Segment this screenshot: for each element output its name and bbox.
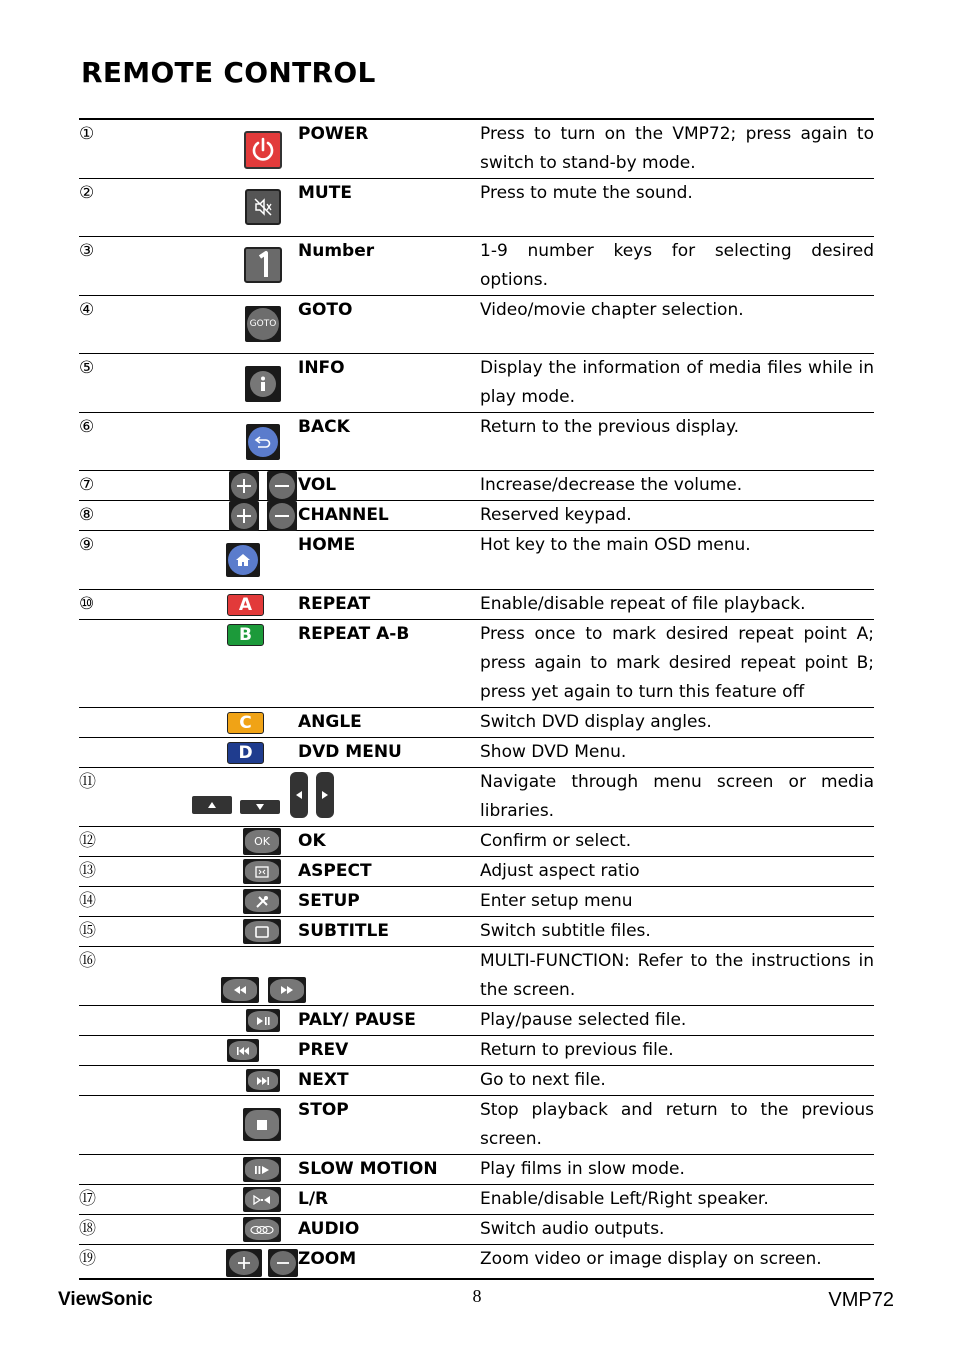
button-description: Video/movie chapter selection. <box>480 296 874 354</box>
row-number <box>79 1036 137 1066</box>
mute-icon <box>245 189 281 225</box>
minus-icon <box>267 501 297 531</box>
table-row <box>79 179 874 237</box>
button-name <box>298 947 480 1006</box>
table-row <box>79 1096 874 1155</box>
home-icon <box>226 543 260 577</box>
row-number: ⑲ <box>79 1245 137 1279</box>
button-name: SLOW MOTION <box>298 1155 480 1185</box>
button-description: Return to the previous display. <box>480 413 874 471</box>
number-one-icon <box>244 247 282 283</box>
button-description: Press to turn on the VMP72; press again to switch to stand-by mode. <box>480 124 874 173</box>
button-description: 1-9 number keys for selecting desired options. <box>480 237 874 296</box>
left-right-speaker-icon <box>243 1187 281 1212</box>
up-arrow-icon <box>192 796 232 814</box>
row-number <box>79 1096 137 1155</box>
remote-control-table <box>79 118 874 1280</box>
button-description: Switch subtitle files. <box>480 917 874 947</box>
table-row <box>79 237 874 296</box>
row-number: ③ <box>79 237 137 296</box>
button-description: Switch audio outputs. <box>480 1215 874 1245</box>
subtitle-icon <box>243 919 281 944</box>
button-name: L/R <box>298 1185 480 1215</box>
table-row <box>79 590 874 620</box>
power-icon <box>244 131 282 169</box>
table-row <box>79 1036 874 1066</box>
row-number <box>79 738 137 768</box>
button-name: HOME <box>298 531 480 590</box>
button-description: Zoom video or image display on screen. <box>480 1245 874 1279</box>
row-number: ⑰ <box>79 1185 137 1215</box>
row-number: ⑦ <box>79 471 137 501</box>
yellow-c-icon: C <box>227 712 264 734</box>
row-number <box>79 1155 137 1185</box>
button-description: Adjust aspect ratio <box>480 857 874 887</box>
slow-motion-icon <box>243 1157 281 1182</box>
table-row <box>79 708 874 738</box>
setup-tools-icon <box>243 889 281 914</box>
button-name: ANGLE <box>298 708 480 738</box>
button-description: Increase/decrease the volume. <box>480 471 874 501</box>
red-a-icon: A <box>227 594 264 616</box>
table-row <box>79 471 874 501</box>
button-description: Press to mute the sound. <box>480 179 874 237</box>
green-b-icon: B <box>227 624 264 646</box>
minus-icon <box>267 471 297 501</box>
rewind-icon <box>221 977 259 1003</box>
table-row <box>79 857 874 887</box>
button-name: NEXT <box>298 1066 480 1096</box>
button-description: Go to next file. <box>480 1066 874 1096</box>
row-number: ⑩ <box>79 590 137 620</box>
row-number: ⑨ <box>79 531 137 590</box>
table-row <box>79 501 874 531</box>
left-arrow-icon <box>290 772 308 818</box>
aspect-icon <box>243 859 281 884</box>
footer-model: VMP72 <box>828 1289 894 1311</box>
button-name: STOP <box>298 1096 480 1155</box>
table-row <box>79 1155 874 1185</box>
down-arrow-icon <box>240 800 280 814</box>
button-description: Enable/disable repeat of file playback. <box>480 590 874 620</box>
table-row <box>79 827 874 857</box>
table-row <box>79 768 874 827</box>
goto-icon: GOTO <box>245 306 281 342</box>
plus-icon <box>229 471 259 501</box>
plus-icon <box>229 501 259 531</box>
table-row <box>79 620 874 708</box>
zoom-in-icon <box>226 1249 262 1277</box>
row-number: ⑫ <box>79 827 137 857</box>
button-description: Display the information of media files while in play mode. <box>480 354 874 413</box>
button-description: Enter setup menu <box>480 887 874 917</box>
button-name: PALY/ PAUSE <box>298 1006 480 1036</box>
button-description: Navigate through menu screen or media libraries. <box>480 768 874 827</box>
button-name: SETUP <box>298 887 480 917</box>
button-name: Number <box>298 237 480 296</box>
button-description: Reserved keypad. <box>480 501 874 531</box>
table-row <box>79 119 874 179</box>
row-number: ② <box>79 179 137 237</box>
row-number <box>79 1006 137 1036</box>
table-row <box>79 296 874 354</box>
table-row <box>79 531 874 590</box>
button-name: ASPECT <box>298 857 480 887</box>
ok-icon: OK <box>243 828 281 855</box>
row-number: ⑧ <box>79 501 137 531</box>
button-name: INFO <box>298 354 480 413</box>
button-description: Enable/disable Left/Right speaker. <box>480 1185 874 1215</box>
button-description: MULTI-FUNCTION: Refer to the instructions in the screen. <box>480 947 874 1006</box>
row-number: ⑱ <box>79 1215 137 1245</box>
back-icon <box>246 424 280 460</box>
info-icon <box>245 366 281 402</box>
table-row <box>79 413 874 471</box>
button-name: SUBTITLE <box>298 917 480 947</box>
button-description: Press once to mark desired repeat point A; press again to mark desired repeat point B; press yet again to turn this feature off <box>480 620 874 708</box>
button-name: BACK <box>298 413 480 471</box>
blue-d-icon: D <box>227 742 264 764</box>
row-number: ⑪ <box>79 768 137 827</box>
table-row <box>79 887 874 917</box>
right-arrow-icon <box>316 772 334 818</box>
table-row <box>79 947 874 1006</box>
play-pause-icon <box>246 1009 280 1032</box>
button-name: REPEAT <box>298 590 480 620</box>
button-name: VOL <box>298 471 480 501</box>
button-name: CHANNEL <box>298 501 480 531</box>
button-description: Show DVD Menu. <box>480 738 874 768</box>
button-description: Play/pause selected file. <box>480 1006 874 1036</box>
zoom-out-icon <box>268 1249 298 1277</box>
stop-icon <box>243 1108 281 1141</box>
button-description: Play films in slow mode. <box>480 1155 874 1185</box>
table-row <box>79 1245 874 1279</box>
button-name: DVD MENU <box>298 738 480 768</box>
next-icon <box>246 1069 280 1092</box>
button-name: REPEAT A-B <box>298 620 480 708</box>
row-number: ⑤ <box>79 354 137 413</box>
fast-forward-icon <box>268 977 306 1003</box>
button-name: GOTO <box>298 296 480 354</box>
button-description: Hot key to the main OSD menu. <box>480 531 874 590</box>
button-name: MUTE <box>298 179 480 237</box>
footer-brand: ViewSonic <box>58 1289 153 1310</box>
row-number: ⑯ <box>79 947 137 1006</box>
button-name: PREV <box>298 1036 480 1066</box>
button-description: Stop playback and return to the previous screen. <box>480 1096 874 1155</box>
button-description: Switch DVD display angles. <box>480 708 874 738</box>
button-name: POWER <box>298 124 369 144</box>
button-name: ZOOM <box>298 1245 480 1279</box>
table-row <box>79 1066 874 1096</box>
footer-page-number: 8 <box>472 1286 482 1306</box>
row-number: ⑮ <box>79 917 137 947</box>
row-number: ④ <box>79 296 137 354</box>
row-number: ⑥ <box>79 413 137 471</box>
table-row <box>79 1006 874 1036</box>
audio-icon <box>243 1217 281 1242</box>
button-description: Return to previous file. <box>480 1036 874 1066</box>
row-number: ⑭ <box>79 887 137 917</box>
table-row <box>79 1215 874 1245</box>
row-number: ⑬ <box>79 857 137 887</box>
button-name: AUDIO <box>298 1215 480 1245</box>
button-name: OK <box>298 827 480 857</box>
row-number <box>79 620 137 708</box>
table-row <box>79 354 874 413</box>
table-row <box>79 738 874 768</box>
row-number <box>79 708 137 738</box>
row-number <box>79 1066 137 1096</box>
prev-icon <box>227 1039 259 1062</box>
table-row <box>79 917 874 947</box>
page-title: REMOTE CONTROL <box>81 56 376 89</box>
row-number: ① <box>79 124 95 144</box>
button-description: Confirm or select. <box>480 827 874 857</box>
table-row <box>79 1185 874 1215</box>
